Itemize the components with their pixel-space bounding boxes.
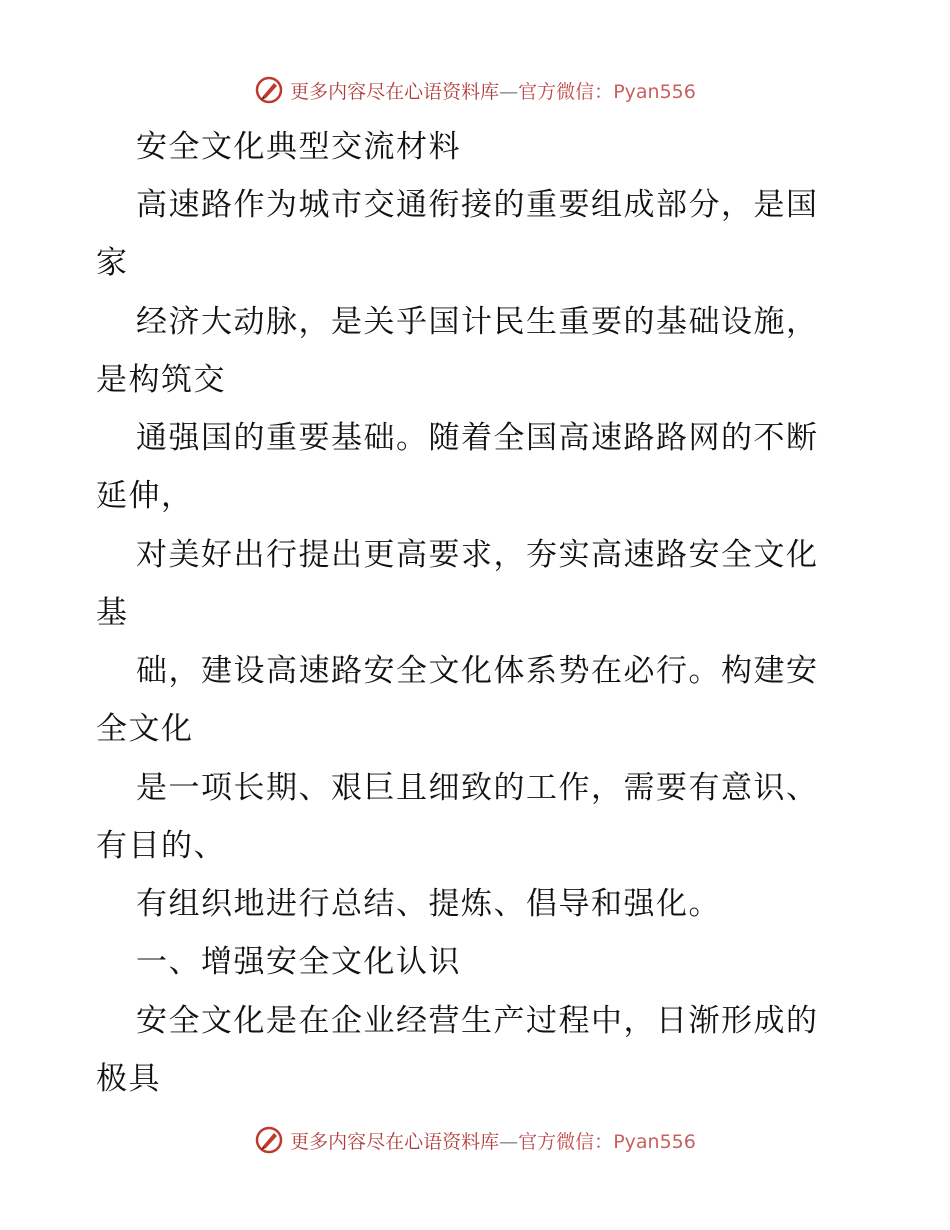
- banner-contact-label: 官方微信：: [518, 1130, 614, 1153]
- banner-contact-label: 官方微信：: [518, 80, 614, 103]
- paragraph-line: 安全文化是在企业经营生产过程中，日渐形成的: [136, 1003, 819, 1039]
- paragraph-line: 基: [96, 595, 129, 631]
- paragraph-line: 延伸，: [96, 478, 194, 514]
- paragraph-line: 有组织地进行总结、提炼、倡导和强化。: [136, 886, 721, 922]
- paragraph-line: 经济大动脉，是关乎国计民生重要的基础设施，: [136, 304, 819, 340]
- footer-watermark-banner: [0, 1120, 950, 1160]
- paragraph-line: 础，建设高速路安全文化体系势在必行。构建安: [136, 653, 819, 689]
- document-title: 安全文化典型交流材料: [136, 129, 461, 165]
- banner-wechat-id: Pyan556: [613, 1130, 696, 1153]
- paragraph-line: 全文化: [96, 711, 194, 747]
- paragraph-line: 家: [96, 245, 129, 281]
- pen-logo-icon: [254, 1125, 284, 1155]
- banner-wechat-id: Pyan556: [613, 80, 696, 103]
- paragraph-line: 极具: [96, 1061, 161, 1097]
- paragraph-line: 有目的、: [96, 828, 226, 864]
- banner-site: 更多内容尽在心语资料库: [290, 80, 500, 103]
- banner-separator: —: [499, 1130, 519, 1153]
- banner-text: [290, 1127, 696, 1154]
- banner-separator: —: [499, 80, 519, 103]
- paragraph-line: 是一项长期、艰巨且细致的工作，需要有意识、: [136, 770, 819, 806]
- paragraph-line: 对美好出行提出更高要求，夯实高速路安全文化: [136, 537, 819, 573]
- paragraph-line: 高速路作为城市交通衔接的重要组成部分，是国: [136, 187, 819, 223]
- paragraph-line: 是构筑交: [96, 362, 226, 398]
- section-heading: 一、增强安全文化认识: [136, 944, 461, 980]
- paragraph-line: 通强国的重要基础。随着全国高速路路网的不断: [136, 420, 819, 456]
- banner-site: 更多内容尽在心语资料库: [290, 1130, 500, 1153]
